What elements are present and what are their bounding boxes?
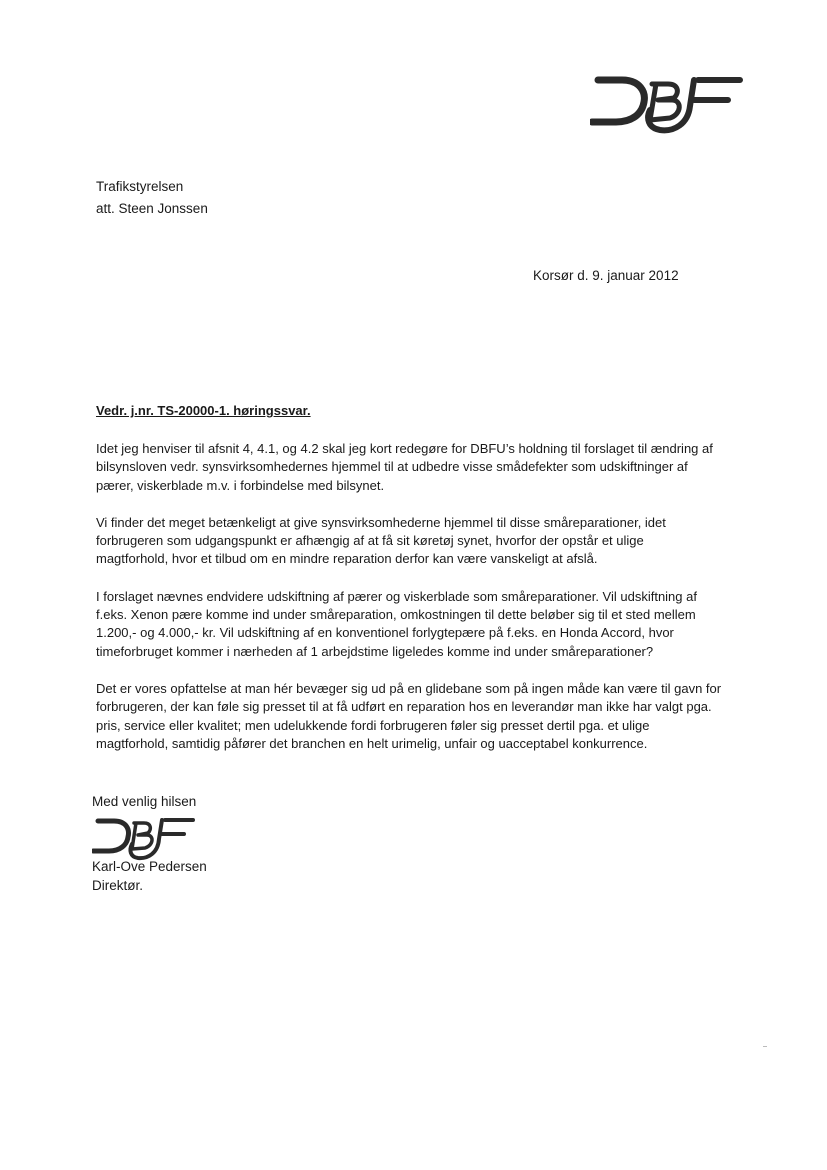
body-line: Idet jeg henviser til afsnit 4, 4.1, og 4.2 skal jeg kort redegøre for DBFU’s holdning til forslaget til ændring af — [96, 441, 713, 456]
body-line: I forslaget nævnes endvidere udskiftning af pærer og viskerblade som småreparationer. Vil udskiftning af — [96, 588, 697, 604]
paragraph-1 — [96, 440, 746, 495]
closing-salutation: Med venlig hilsen — [92, 794, 197, 809]
letter-date: Korsør d. 9. januar 2012 — [533, 268, 679, 283]
body-line: pærer, viskerblade m.v. i forbindelse med bilsynet. — [96, 477, 385, 493]
body-line: Det er vores opfattelse at man hér bevæger sig ud på en glidebane som på ingen måde kan være til gavn for — [96, 680, 722, 696]
recipient-line-2: att. Steen Jonssen — [96, 201, 208, 216]
body-line: forbrugeren, der kan føle sig presset til at få udført en reparation hos en leverandør man ikke har valgt pga. — [96, 699, 712, 715]
letter-subject: Vedr. j.nr. TS-20000-1. høringssvar. — [96, 403, 311, 418]
body-line: f.eks. Xenon pære komme ind under småreparation, omkostningen til dette beløber sig til et sted mellem — [96, 607, 696, 623]
paragraph-3 — [96, 588, 746, 661]
signer-block — [92, 857, 207, 895]
dbf-logo — [590, 70, 745, 136]
signer-name: Karl-Ove Pedersen — [92, 859, 207, 874]
letter-body — [96, 440, 746, 772]
signer-title: Direktør. — [92, 878, 144, 893]
body-line: pris, service eller kvalitet; men udelukkende fordi forbrugeren føler sig presset dertil pga. et ulige — [96, 717, 650, 733]
body-line: magtforhold, hvor et tilbud om en mindre reparation derfor kan være vanskeligt at afslå. — [96, 551, 598, 567]
body-line: magtforhold, samtidig påfører det branchen en helt urimelig, unfair og uacceptabel konkurrence. — [96, 735, 648, 751]
body-line: Vi finder det meget betænkeligt at give synsvirksomhederne hjemmel til disse småreparationer, idet — [96, 514, 666, 530]
body-line: 1.200,- og 4.000,- kr. Vil udskiftning af en konventionel forlygtepære på f.eks. en Honda Accord, hvor — [96, 625, 674, 641]
body-line: forbrugeren som udgangspunkt er afhængig af at få sit køretøj synet, hvorfor der opstår et ulige — [96, 533, 644, 549]
recipient-address — [96, 176, 208, 220]
paragraph-4 — [96, 680, 746, 753]
scan-speck — [763, 1046, 767, 1047]
paragraph-2 — [96, 514, 746, 569]
body-line: timeforbruget kommer i nærheden af 1 arbejdstime ligeledes komme ind under småreparationer? — [96, 643, 654, 659]
body-line: bilsynsloven vedr. synsvirksomhedernes hjemmel til at udbedre visse smådefekter som udskiftninger af — [96, 459, 688, 475]
recipient-line-1: Trafikstyrelsen — [96, 179, 184, 194]
